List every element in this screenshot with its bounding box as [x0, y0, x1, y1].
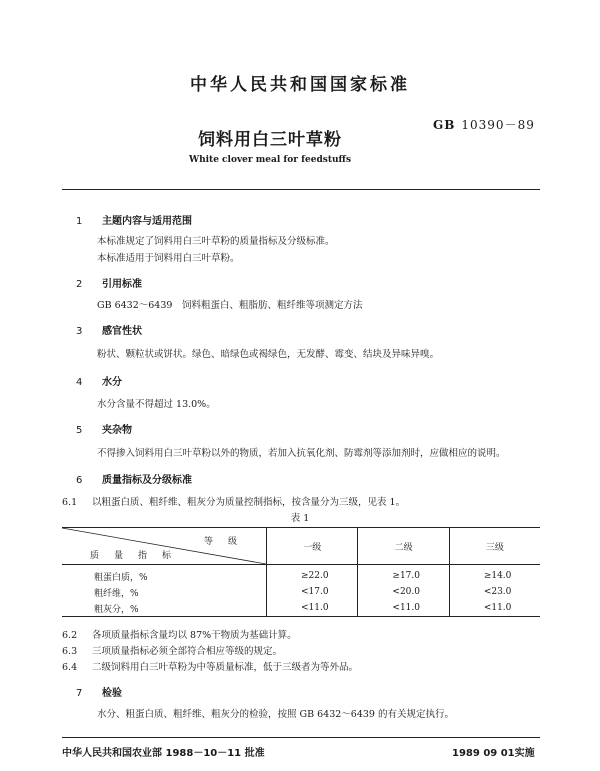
table-cell: ≥14.0 [449, 565, 540, 585]
clause-6-3: 6.3 三项质量指标必须全部符合相应等级的规定。 [62, 646, 283, 657]
section-3-heading: 3 感官性状 [76, 326, 142, 337]
section-1-para-2: 本标准适用于饲料用白三叶草粉。 [97, 253, 240, 264]
document-title-en: White clover meal for feedstuffs [188, 155, 352, 165]
section-7-para-1: 水分、粗蛋白质、粗纤维、粗灰分的检验，按照 GB 6432～6439 的有关规定执行。 [97, 709, 454, 720]
diagonal-header-cell [62, 528, 267, 565]
table-header-row [62, 528, 540, 565]
table-row [62, 600, 540, 617]
table-cell: ≥22.0 [267, 565, 358, 585]
grade-2-header: 二级 [358, 528, 449, 565]
table-cell: <17.0 [267, 584, 358, 600]
section-1-heading: 1 主题内容与适用范围 [76, 216, 192, 227]
header-rule [62, 189, 540, 190]
diag-indicator-label: 质 量 指 标 [90, 551, 175, 561]
diag-grade-label: 等 级 [204, 537, 241, 547]
section-5-heading: 5 夹杂物 [76, 425, 132, 436]
quality-grade-table [62, 527, 540, 617]
table-cell: <23.0 [449, 584, 540, 600]
footer-rule [62, 737, 540, 738]
section-5-para-1: 不得掺入饲料用白三叶草粉以外的物质，若加入抗氧化剂、防霉剂等添加剂时，应做相应的说明。 [97, 448, 506, 459]
table-row [62, 565, 540, 585]
document-title-cn: 饲料用白三叶草粉 [198, 130, 342, 150]
section-1-para-1: 本标准规定了饲料用白三叶草粉的质量指标及分级标准。 [97, 236, 335, 247]
grade-1-header: 一级 [267, 528, 358, 565]
section-6-heading: 6 质量指标及分级标准 [76, 475, 192, 486]
table-cell: <11.0 [358, 600, 449, 617]
section-2-heading: 2 引用标准 [76, 279, 142, 290]
section-4-para-1: 水分含量不得超过 13.0%。 [97, 399, 216, 410]
section-7-heading: 7 检验 [76, 688, 122, 699]
clause-6-1: 6.1 以粗蛋白质、粗纤维、粗灰分为质量控制指标，按含量分为三级，见表 1。 [62, 497, 406, 508]
table-cell: <11.0 [449, 600, 540, 617]
effective-date: 1989 09 01实施 [452, 748, 535, 759]
section-2-para-1: GB 6432～6439 饲料粗蛋白、粗脂肪、粗纤维等项测定方法 [97, 300, 363, 311]
standard-prefix: GB [433, 118, 456, 132]
table-cell: <20.0 [358, 584, 449, 600]
table-row [62, 584, 540, 600]
grade-3-header: 三级 [449, 528, 540, 565]
issued-by: 中华人民共和国农业部 1988－10－11 批准 [62, 748, 265, 759]
section-3-para-1: 粉状、颗粒状或饼状。绿色、暗绿色或褐绿色，无发酵、霉变、结块及异味异嗅。 [97, 349, 440, 360]
table-cell: ≥17.0 [358, 565, 449, 585]
row-label: 粗纤维，% [62, 584, 267, 600]
national-standard-heading: 中华人民共和国国家标准 [190, 75, 410, 95]
section-4-heading: 4 水分 [76, 377, 122, 388]
row-label: 粗蛋白质，% [62, 565, 267, 585]
clause-6-2: 6.2 各项质量指标含量均以 87%干物质为基础计算。 [62, 630, 297, 641]
table-cell: <11.0 [267, 600, 358, 617]
table-caption: 表 1 [290, 513, 310, 524]
clause-6-4: 6.4 二级饲料用白三叶草粉为中等质量标准，低于三级者为等外品。 [62, 662, 359, 673]
standard-code: 10390－89 [461, 118, 535, 132]
row-label: 粗灰分，% [62, 600, 267, 617]
